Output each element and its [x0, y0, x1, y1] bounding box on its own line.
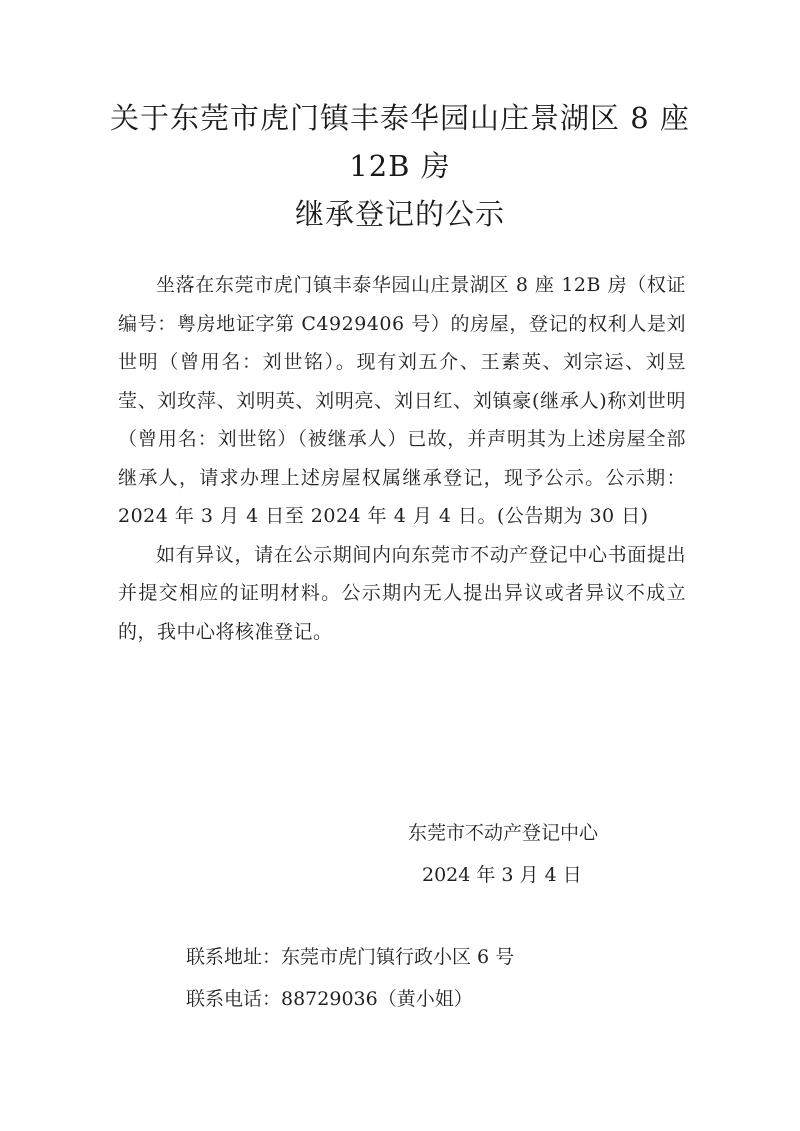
body-paragraph-1: 坐落在东莞市虎门镇丰泰华园山庄景湖区 8 座 12B 房（权证编号：粤房地证字第 C4929406 号）的房屋，登记的权利人是刘世明（曾用名：刘世铭）。现有刘五介、王素英、刘宗运、刘昱莹、刘玫萍、刘明英、刘明亮、刘日红、刘镇豪(继承人)称刘世明（曾用名：刘世铭）（被继承人）已故，并声明其为上述房屋全部继承人，请求办理上述房屋权属继承登记，现予公示。公示期：2024 年 3 月 4 日至 2024 年 4 月 4 日。(公告期为 30 日) [118, 274, 686, 527]
document-title [0, 94, 800, 238]
document-body [118, 266, 686, 651]
title-line-1: 关于东莞市虎门镇丰泰华园山庄景湖区 8 座 [110, 101, 690, 135]
title-line-3: 继承登记的公示 [294, 197, 505, 231]
signature-organization: 东莞市不动产登记中心 [408, 822, 599, 844]
title-line-2: 12B 房 [349, 149, 451, 183]
signature-block [408, 812, 668, 896]
contact-address: 联系地址：东莞市虎门镇行政小区 6 号 [186, 946, 515, 968]
contact-block [186, 936, 686, 1020]
signature-date: 2024 年 3 月 4 日 [422, 864, 582, 886]
body-paragraph-2: 如有异议，请在公示期间内向东莞市不动产登记中心书面提出并提交相应的证明材料。公示期内无人提出异议或者异议不成立的，我中心将核准登记。 [118, 543, 686, 643]
contact-phone: 联系电话：88729036（黄小姐） [186, 988, 473, 1010]
